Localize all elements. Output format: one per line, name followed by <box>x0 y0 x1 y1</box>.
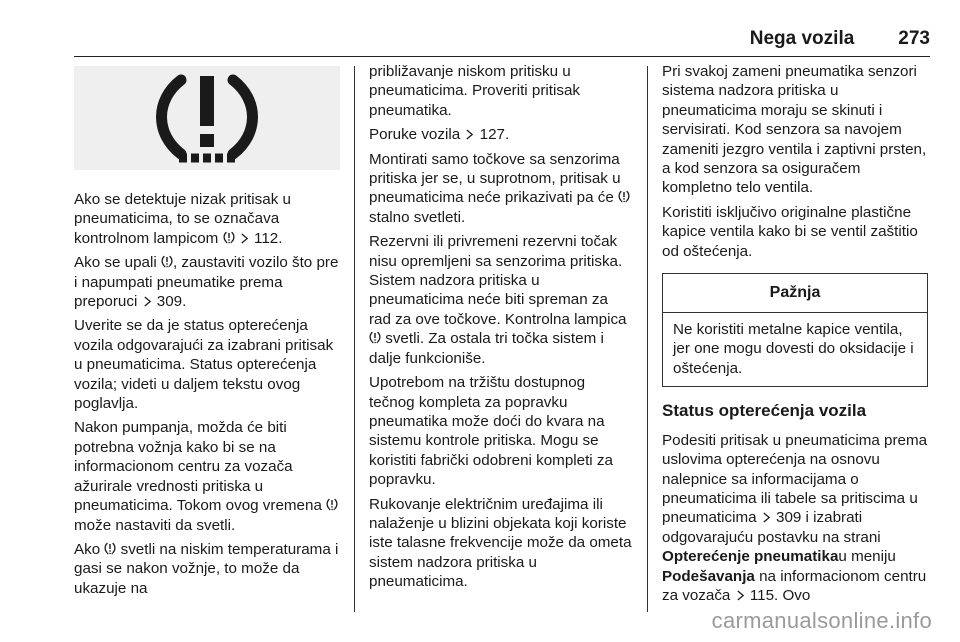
paragraph: približavanje niskom pritisku u pneumaticima. Proveriti pritisak pneumatika. <box>369 63 581 119</box>
paragraph: Ako se detektuje nizak pritisak u pneumaticima, to se označava kontrolnom lampicom 112. <box>74 191 291 247</box>
paragraph: Upotrebom na tržištu dostupnog tečnog kompleta za popravku pneumatika može doći do kvara na sistemu kontrole pritiska. Mogu se koristiti fabrički odobreni kompleti za popravku. <box>369 374 613 489</box>
paragraph: Rukovanje električnim uređajima ili nalaženje u blizini objekata koji koriste iste talasne frekvencije može da ometa sistem nadzora pritiska u pneumaticima. <box>369 495 632 591</box>
column-divider-2 <box>647 66 648 612</box>
tpms-icon <box>369 331 381 344</box>
page-header <box>750 22 930 56</box>
caution-body: Ne koristiti metalne kapice ventila, jer one mogu dovesti do oksidacije i oštećenja. <box>673 321 914 377</box>
watermark: carmanualsonline.info <box>711 608 932 633</box>
caution-box <box>662 273 928 387</box>
page-ref-icon <box>240 233 249 244</box>
paragraph: Ako se upali , zaustaviti vozilo što pre i napumpati pneumatike prema preporuci 309. <box>74 254 339 311</box>
tpms-warning-icon <box>147 70 267 166</box>
caution-title: Pažnja <box>663 274 927 313</box>
page-number: 273 <box>898 28 930 49</box>
tpms-icon <box>326 498 338 511</box>
column-1 <box>74 62 340 603</box>
page-ref-icon <box>465 129 474 140</box>
paragraph: Montirati samo točkove sa senzorima pritiska jer se, u suprotnom, pritisak u pneumaticima neće prikazivati pa će stalno svetleti. <box>369 150 634 228</box>
page-ref-icon <box>736 590 745 601</box>
tpms-figure <box>74 66 340 170</box>
column-2 <box>369 62 634 597</box>
tpms-icon <box>161 255 173 268</box>
section-title: Nega vozila <box>749 28 855 49</box>
paragraph: Podesiti pritisak u pneumaticima prema uslovima opterećenja na osnovu nalepnice sa informacijama o pneumaticima ili tabele sa pritiscima u pneumaticima 309 i izabrati odgovarajuću postavku na strani Opterećenje pneumatikau meniju Podešavanja na informacionom centru za vozača 115. Ovo <box>662 431 928 604</box>
column-3 <box>662 62 928 610</box>
menu-settings: Podešavanja <box>662 567 755 585</box>
tpms-icon <box>223 231 235 244</box>
paragraph: Nakon pumpanja, možda će biti potrebna vožnja kako bi se na informacionom centru za vozača ažurirale vrednosti pritiska u pneumaticima. Tokom ovog vremena može nastaviti da svetli. <box>74 418 340 534</box>
paragraph: Rezervni ili privremeni rezervni točak nisu opremljeni sa senzorima pritiska. Sistem nadzora pritiska u pneumaticima neće biti spreman za rad za ove točkove. Kontrolna lampica svetli. Za ostala tri točka sistem i dalje funkcioniše. <box>369 233 627 367</box>
page-ref-icon <box>143 296 152 307</box>
page-ref-icon <box>762 512 771 523</box>
paragraph: Poruke vozila 127. <box>369 126 510 144</box>
paragraph: Uverite se da je status opterećenja vozila odgovarajući za izabrani pritisak u pneumaticima. Status opterećenja vozila; videti u daljem tekstu ovog poglavlja. <box>74 317 334 413</box>
tpms-icon <box>104 542 116 555</box>
paragraph: Koristiti isključivo originalne plastične kapice ventila kako bi se ventil zaštitio od oštećenja. <box>662 203 918 260</box>
menu-item-tire-load: Opterećenje pneumatika <box>662 548 839 566</box>
section-heading: Status opterećenja vozila <box>662 401 867 421</box>
tpms-icon <box>618 190 630 203</box>
paragraph: Ako svetli na niskim temperaturama i gasi se nakon vožnje, to može da ukazuje na <box>74 540 339 597</box>
header-rule <box>74 56 930 57</box>
paragraph: Pri svakoj zameni pneumatika senzori sistema nadzora pritiska u pneumaticima moraju se skinuti i servisirati. Kod senzora sa navojem zameniti jezgro ventila i zaptivni prsten, a kod senzora sa osiguračem kompletno telo ventila. <box>662 63 927 197</box>
column-divider-1 <box>354 66 355 612</box>
